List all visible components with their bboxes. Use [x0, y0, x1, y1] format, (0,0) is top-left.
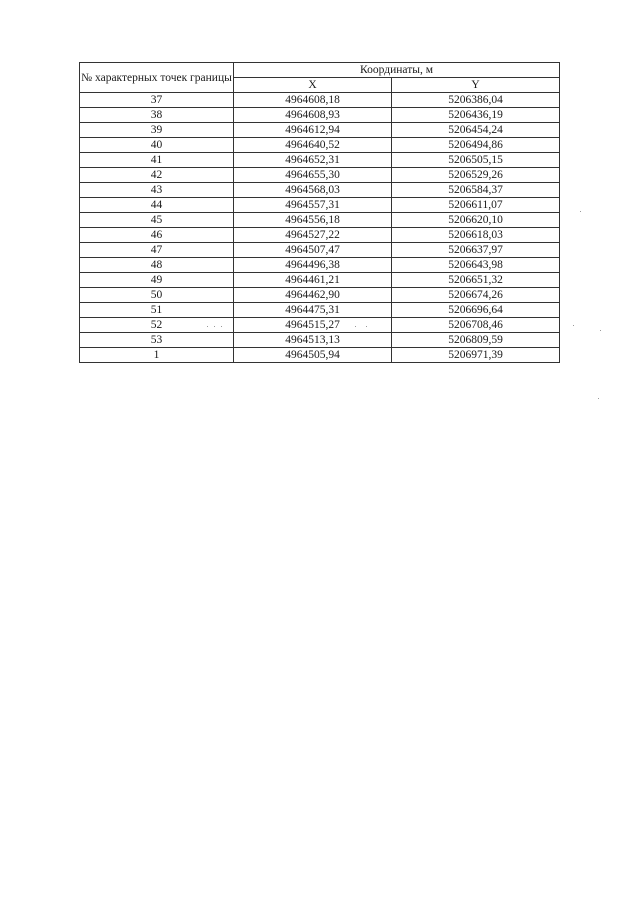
table-row	[80, 183, 560, 198]
scan-speck	[214, 326, 215, 327]
point-number-cell: 48	[80, 258, 234, 273]
y-coordinate-cell: 5206618,03	[392, 228, 560, 243]
x-coordinate-cell: 4964515,27	[234, 318, 392, 333]
table-row	[80, 123, 560, 138]
table-body	[80, 93, 560, 363]
y-coordinate-cell: 5206454,24	[392, 123, 560, 138]
point-number-cell: 53	[80, 333, 234, 348]
table-row	[80, 138, 560, 153]
y-coordinate-cell: 5206436,19	[392, 108, 560, 123]
table-row	[80, 303, 560, 318]
x-coordinate-cell: 4964608,18	[234, 93, 392, 108]
y-coordinate-cell: 5206529,26	[392, 168, 560, 183]
table-row	[80, 318, 560, 333]
table-row	[80, 348, 560, 363]
point-number-cell: 37	[80, 93, 234, 108]
y-coordinate-cell: 5206696,64	[392, 303, 560, 318]
x-coordinate-cell: 4964556,18	[234, 213, 392, 228]
coordinates-group-header: Координаты, м	[234, 63, 560, 78]
table-row	[80, 288, 560, 303]
scan-speck	[366, 326, 367, 327]
x-coordinate-cell: 4964655,30	[234, 168, 392, 183]
header-row-top	[80, 63, 560, 78]
point-number-cell: 45	[80, 213, 234, 228]
scan-speck	[580, 211, 581, 212]
x-coordinate-cell: 4964513,13	[234, 333, 392, 348]
y-coordinate-cell: 5206494,86	[392, 138, 560, 153]
scan-speck	[355, 326, 356, 327]
y-coordinate-cell: 5206386,04	[392, 93, 560, 108]
x-column-header: X	[234, 78, 392, 93]
point-number-cell: 52	[80, 318, 234, 333]
table-row	[80, 93, 560, 108]
point-number-cell: 49	[80, 273, 234, 288]
table-row	[80, 198, 560, 213]
point-number-cell: 41	[80, 153, 234, 168]
y-column-header: Y	[392, 78, 560, 93]
x-coordinate-cell: 4964640,52	[234, 138, 392, 153]
point-number-cell: 42	[80, 168, 234, 183]
point-number-cell: 39	[80, 123, 234, 138]
point-number-cell: 40	[80, 138, 234, 153]
point-number-cell: 46	[80, 228, 234, 243]
table-row	[80, 168, 560, 183]
point-number-cell: 50	[80, 288, 234, 303]
point-number-cell: 51	[80, 303, 234, 318]
table-header	[80, 63, 560, 93]
point-number-cell: 44	[80, 198, 234, 213]
scan-speck	[598, 398, 599, 399]
y-coordinate-cell: 5206505,15	[392, 153, 560, 168]
point-number-cell: 1	[80, 348, 234, 363]
y-coordinate-cell: 5206643,98	[392, 258, 560, 273]
table-row	[80, 228, 560, 243]
table-row	[80, 213, 560, 228]
y-coordinate-cell: 5206620,10	[392, 213, 560, 228]
scan-speck	[600, 330, 601, 331]
y-coordinate-cell: 5206611,07	[392, 198, 560, 213]
table-row	[80, 108, 560, 123]
y-coordinate-cell: 5206674,26	[392, 288, 560, 303]
x-coordinate-cell: 4964652,31	[234, 153, 392, 168]
x-coordinate-cell: 4964461,21	[234, 273, 392, 288]
y-coordinate-cell: 5206651,32	[392, 273, 560, 288]
x-coordinate-cell: 4964475,31	[234, 303, 392, 318]
boundary-coordinates-table	[79, 62, 560, 363]
y-coordinate-cell: 5206809,59	[392, 333, 560, 348]
table-row	[80, 153, 560, 168]
x-coordinate-cell: 4964612,94	[234, 123, 392, 138]
y-coordinate-cell: 5206584,37	[392, 183, 560, 198]
scan-speck	[207, 326, 208, 327]
point-number-header: № характерных точек границы	[80, 63, 234, 93]
point-number-cell: 38	[80, 108, 234, 123]
table-row	[80, 273, 560, 288]
x-coordinate-cell: 4964505,94	[234, 348, 392, 363]
x-coordinate-cell: 4964568,03	[234, 183, 392, 198]
table-row	[80, 258, 560, 273]
scan-speck	[573, 325, 574, 326]
x-coordinate-cell: 4964496,38	[234, 258, 392, 273]
x-coordinate-cell: 4964527,22	[234, 228, 392, 243]
y-coordinate-cell: 5206708,46	[392, 318, 560, 333]
x-coordinate-cell: 4964462,90	[234, 288, 392, 303]
table-row	[80, 333, 560, 348]
scan-speck	[221, 326, 222, 327]
point-number-cell: 43	[80, 183, 234, 198]
x-coordinate-cell: 4964557,31	[234, 198, 392, 213]
x-coordinate-cell: 4964507,47	[234, 243, 392, 258]
x-coordinate-cell: 4964608,93	[234, 108, 392, 123]
y-coordinate-cell: 5206637,97	[392, 243, 560, 258]
y-coordinate-cell: 5206971,39	[392, 348, 560, 363]
point-number-cell: 47	[80, 243, 234, 258]
table-row	[80, 243, 560, 258]
